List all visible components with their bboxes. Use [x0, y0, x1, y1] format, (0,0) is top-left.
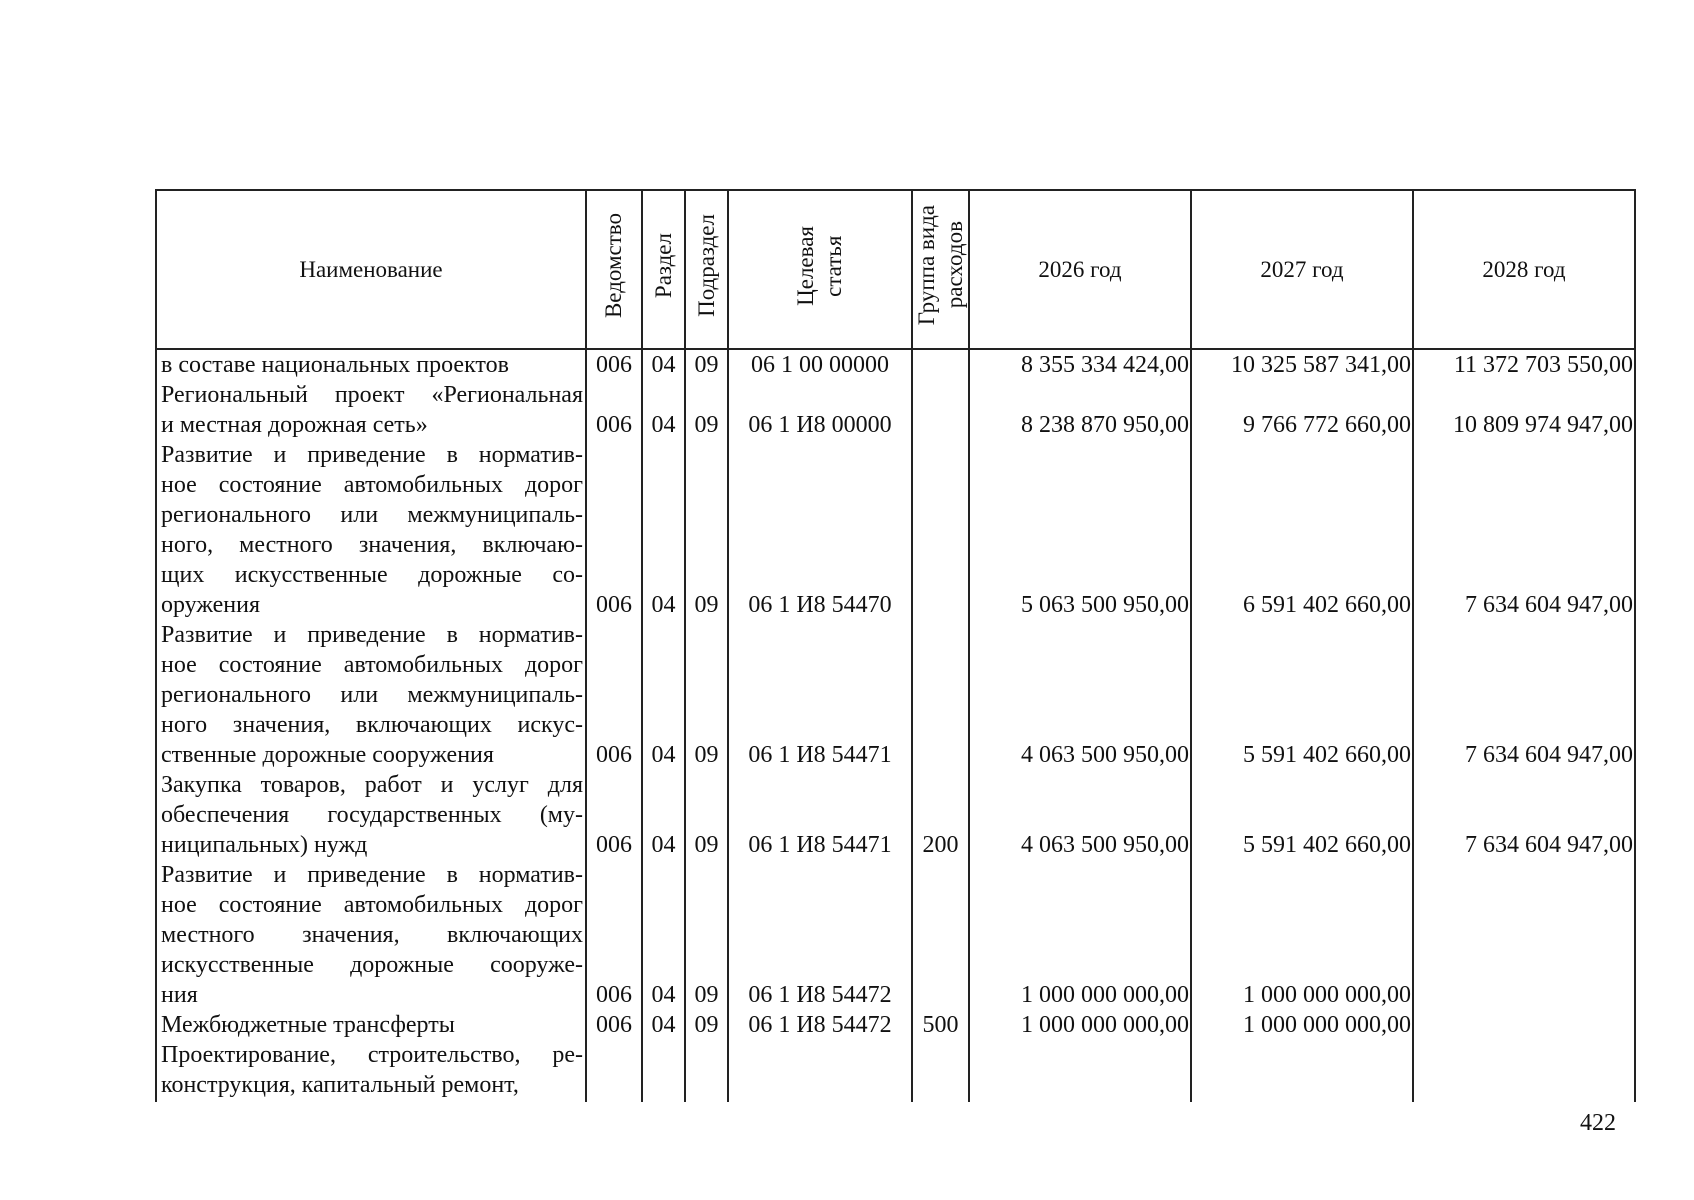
cell-2026: 1 000 000 000,00 — [969, 860, 1191, 1010]
cell-name-line: конструкция, капитальный ремонт, — [161, 1072, 519, 1098]
cell-ved: 006 — [586, 440, 642, 620]
header-razdel-label: Раздел — [650, 232, 676, 299]
budget-table — [155, 189, 1636, 1102]
cell-name-line: ственные дорожные сооружения — [161, 742, 494, 768]
cell-name-line: местного значения, включающих — [161, 922, 583, 948]
table-row — [156, 860, 1635, 1010]
cell-2027: 5 591 402 660,00 — [1191, 620, 1413, 770]
cell-2026: 4 063 500 950,00 — [969, 770, 1191, 860]
cell-name-line: Региональный проект «Региональная — [161, 382, 583, 408]
cell-2026: 8 238 870 950,00 — [969, 380, 1191, 440]
budget-sheet — [155, 189, 1634, 1097]
cell-name-line: обеспечения государственных (му- — [161, 802, 583, 828]
cell-name-line: Проектирование, строительство, ре- — [161, 1042, 583, 1068]
header-2027-label: 2027 год — [1260, 256, 1344, 282]
cell-2027: 9 766 772 660,00 — [1191, 380, 1413, 440]
cell-name-line: щих искусственные дорожные со- — [161, 562, 583, 588]
cell-name-line: ного значения, включающих искус- — [161, 712, 583, 738]
cell-gruppa — [912, 349, 969, 380]
cell-podrazdel: 09 — [685, 770, 728, 860]
cell-razdel: 04 — [642, 380, 685, 440]
cell-2027: 6 591 402 660,00 — [1191, 440, 1413, 620]
cell-name — [156, 770, 586, 860]
cell-celevaya: 06 1 И8 54472 — [728, 1010, 912, 1040]
cell-name — [156, 620, 586, 770]
cell-name — [156, 1010, 586, 1040]
table-row — [156, 380, 1635, 440]
cell-gruppa — [912, 620, 969, 770]
cell-name — [156, 380, 586, 440]
cell-razdel: 04 — [642, 770, 685, 860]
cell-2026: 1 000 000 000,00 — [969, 1010, 1191, 1040]
cell-name-line: ного, местного значения, включаю- — [161, 532, 583, 558]
header-celevaya-label: Целевая статья — [793, 225, 846, 306]
cell-razdel: 04 — [642, 1010, 685, 1040]
cell-podrazdel: 09 — [685, 349, 728, 380]
header-razdel — [642, 190, 685, 349]
cell-2026: 5 063 500 950,00 — [969, 440, 1191, 620]
table-header — [156, 190, 1635, 349]
cell-razdel — [642, 1040, 685, 1102]
cell-name-line: Межбюджетные трансферты — [161, 1012, 455, 1038]
cell-ved: 006 — [586, 860, 642, 1010]
cell-name-line: ния — [161, 982, 198, 1008]
cell-2028: 10 809 974 947,00 — [1413, 380, 1635, 440]
cell-name-line: искусственные дорожные сооруже- — [161, 952, 583, 978]
cell-name-line: Закупка товаров, работ и услуг для — [161, 772, 583, 798]
header-2026 — [969, 190, 1191, 349]
table-row — [156, 349, 1635, 380]
cell-2028 — [1413, 860, 1635, 1010]
cell-2026: 4 063 500 950,00 — [969, 620, 1191, 770]
cell-razdel: 04 — [642, 349, 685, 380]
cell-2028: 7 634 604 947,00 — [1413, 620, 1635, 770]
cell-gruppa — [912, 1040, 969, 1102]
cell-name — [156, 1040, 586, 1102]
cell-podrazdel: 09 — [685, 860, 728, 1010]
cell-2027: 1 000 000 000,00 — [1191, 860, 1413, 1010]
cell-name-line: регионального или межмуниципаль- — [161, 682, 583, 708]
cell-podrazdel: 09 — [685, 380, 728, 440]
cell-2027: 10 325 587 341,00 — [1191, 349, 1413, 380]
header-ved — [586, 190, 642, 349]
cell-ved: 006 — [586, 620, 642, 770]
cell-celevaya: 06 1 00 00000 — [728, 349, 912, 380]
cell-name-line: Развитие и приведение в норматив- — [161, 862, 583, 888]
header-celevaya — [728, 190, 912, 349]
cell-2026: 8 355 334 424,00 — [969, 349, 1191, 380]
header-name — [156, 190, 586, 349]
cell-name-line: и местная дорожная сеть» — [161, 412, 428, 438]
cell-2027 — [1191, 1040, 1413, 1102]
table-row — [156, 1010, 1635, 1040]
cell-podrazdel: 09 — [685, 1010, 728, 1040]
cell-ved: 006 — [586, 380, 642, 440]
cell-podrazdel: 09 — [685, 440, 728, 620]
cell-podrazdel — [685, 1040, 728, 1102]
cell-celevaya: 06 1 И8 00000 — [728, 380, 912, 440]
cell-2026 — [969, 1040, 1191, 1102]
cell-name-line: Развитие и приведение в норматив- — [161, 442, 583, 468]
header-podrazdel-label: Подраздел — [693, 214, 719, 317]
cell-2028 — [1413, 1040, 1635, 1102]
cell-ved: 006 — [586, 1010, 642, 1040]
cell-ved: 006 — [586, 770, 642, 860]
cell-name-line: Развитие и приведение в норматив- — [161, 622, 583, 648]
cell-ved — [586, 1040, 642, 1102]
cell-name — [156, 860, 586, 1010]
header-2026-label: 2026 год — [1038, 256, 1122, 282]
cell-celevaya: 06 1 И8 54471 — [728, 770, 912, 860]
table-row — [156, 440, 1635, 620]
cell-2028: 7 634 604 947,00 — [1413, 770, 1635, 860]
cell-name-line: оружения — [161, 592, 261, 618]
header-gruppa-label: Группа вида расходов — [914, 205, 967, 326]
cell-celevaya: 06 1 И8 54471 — [728, 620, 912, 770]
page-number: 422 — [1580, 1110, 1616, 1136]
cell-ved: 006 — [586, 349, 642, 380]
cell-2028: 7 634 604 947,00 — [1413, 440, 1635, 620]
cell-gruppa: 500 — [912, 1010, 969, 1040]
cell-celevaya: 06 1 И8 54470 — [728, 440, 912, 620]
cell-celevaya: 06 1 И8 54472 — [728, 860, 912, 1010]
header-name-label: Наименование — [299, 256, 443, 282]
cell-2028: 11 372 703 550,00 — [1413, 349, 1635, 380]
cell-name — [156, 349, 586, 380]
cell-name-line: ное состояние автомобильных дорог — [161, 472, 583, 498]
cell-celevaya — [728, 1040, 912, 1102]
table-body — [156, 349, 1635, 1102]
cell-2028 — [1413, 1010, 1635, 1040]
cell-gruppa — [912, 860, 969, 1010]
table-row — [156, 1040, 1635, 1102]
table-row — [156, 770, 1635, 860]
cell-name-line: ное состояние автомобильных дорог — [161, 892, 583, 918]
cell-name-line: в составе национальных проектов — [161, 352, 509, 378]
header-ved-label: Ведомство — [601, 212, 626, 319]
cell-gruppa: 200 — [912, 770, 969, 860]
cell-2027: 1 000 000 000,00 — [1191, 1010, 1413, 1040]
header-gruppa — [912, 190, 969, 349]
table-row — [156, 620, 1635, 770]
header-2028 — [1413, 190, 1635, 349]
cell-gruppa — [912, 440, 969, 620]
cell-name-line: ниципальных) нужд — [161, 832, 368, 858]
cell-2027: 5 591 402 660,00 — [1191, 770, 1413, 860]
header-podrazdel — [685, 190, 728, 349]
cell-name-line: регионального или межмуниципаль- — [161, 502, 583, 528]
cell-razdel: 04 — [642, 620, 685, 770]
cell-razdel: 04 — [642, 860, 685, 1010]
header-2027 — [1191, 190, 1413, 349]
cell-gruppa — [912, 380, 969, 440]
cell-podrazdel: 09 — [685, 620, 728, 770]
cell-name-line: ное состояние автомобильных дорог — [161, 652, 583, 678]
header-2028-label: 2028 год — [1482, 256, 1566, 282]
cell-razdel: 04 — [642, 440, 685, 620]
cell-name — [156, 440, 586, 620]
